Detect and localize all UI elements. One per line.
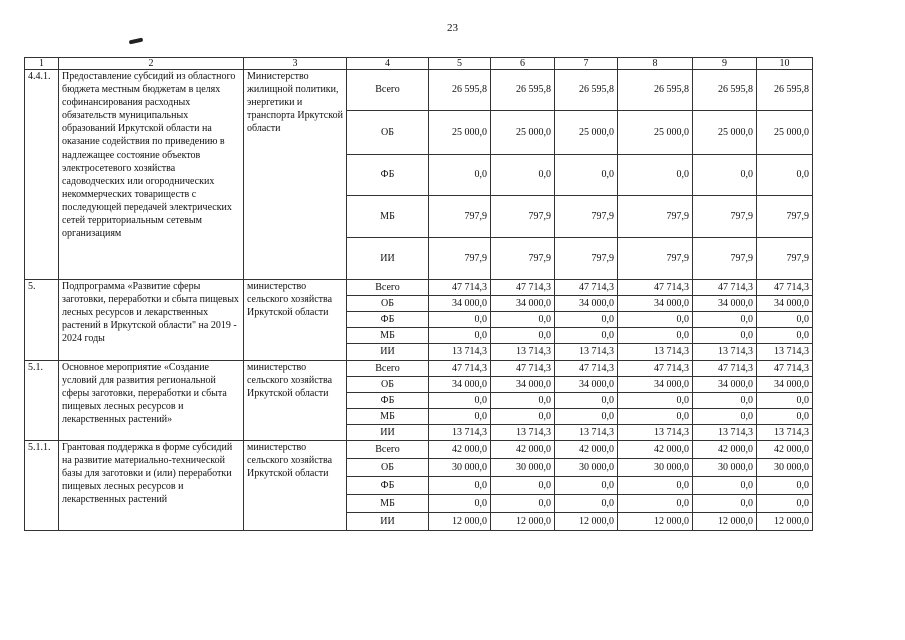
amount-cell: 30 000,0 <box>618 459 693 477</box>
column-number-cell: 9 <box>693 58 757 70</box>
row-number-cell: 4.4.1. <box>25 70 59 280</box>
amount-cell: 25 000,0 <box>429 111 491 155</box>
funding-source-cell: ИИ <box>347 513 429 531</box>
amount-cell: 0,0 <box>491 495 555 513</box>
description-cell: Подпрограмма «Развитие сферы заготовки, переработки и сбыта пищевых лесных ресурсов и лекарственных растений в Иркутской области" на 2019 - 2024 годы <box>59 280 244 361</box>
amount-cell: 34 000,0 <box>491 296 555 312</box>
amount-cell: 13 714,3 <box>757 344 813 361</box>
amount-cell: 26 595,8 <box>429 70 491 111</box>
amount-cell: 47 714,3 <box>693 361 757 377</box>
row-number-cell: 5. <box>25 280 59 361</box>
amount-cell: 34 000,0 <box>618 377 693 393</box>
column-number-cell: 8 <box>618 58 693 70</box>
amount-cell: 0,0 <box>555 495 618 513</box>
amount-cell: 797,9 <box>693 238 757 280</box>
column-number-cell: 6 <box>491 58 555 70</box>
amount-cell: 47 714,3 <box>429 361 491 377</box>
funding-source-cell: ФБ <box>347 312 429 328</box>
row-number-cell: 5.1.1. <box>25 441 59 531</box>
amount-cell: 0,0 <box>555 409 618 425</box>
amount-cell: 25 000,0 <box>491 111 555 155</box>
amount-cell: 797,9 <box>757 238 813 280</box>
amount-cell: 0,0 <box>491 409 555 425</box>
amount-cell: 42 000,0 <box>618 441 693 459</box>
column-number-cell: 2 <box>59 58 244 70</box>
column-number-cell: 1 <box>25 58 59 70</box>
amount-cell: 797,9 <box>429 196 491 238</box>
row-number-cell: 5.1. <box>25 361 59 441</box>
amount-cell: 47 714,3 <box>555 280 618 296</box>
amount-cell: 25 000,0 <box>555 111 618 155</box>
amount-cell: 797,9 <box>429 238 491 280</box>
funding-source-cell: ОБ <box>347 296 429 312</box>
amount-cell: 26 595,8 <box>618 70 693 111</box>
amount-cell: 34 000,0 <box>429 296 491 312</box>
amount-cell: 0,0 <box>693 328 757 344</box>
amount-cell: 0,0 <box>618 328 693 344</box>
funding-source-cell: ОБ <box>347 459 429 477</box>
funding-source-cell: МБ <box>347 409 429 425</box>
funding-source-cell: МБ <box>347 328 429 344</box>
amount-cell: 13 714,3 <box>491 344 555 361</box>
amount-cell: 25 000,0 <box>693 111 757 155</box>
amount-cell: 47 714,3 <box>555 361 618 377</box>
funding-source-cell: МБ <box>347 495 429 513</box>
amount-cell: 0,0 <box>618 312 693 328</box>
amount-cell: 0,0 <box>491 393 555 409</box>
amount-cell: 34 000,0 <box>757 296 813 312</box>
amount-cell: 34 000,0 <box>491 377 555 393</box>
amount-cell: 42 000,0 <box>693 441 757 459</box>
responsible-cell: министерство сельского хозяйства Иркутской области <box>244 280 347 361</box>
amount-cell: 0,0 <box>757 328 813 344</box>
amount-cell: 12 000,0 <box>693 513 757 531</box>
amount-cell: 0,0 <box>555 312 618 328</box>
amount-cell: 34 000,0 <box>693 296 757 312</box>
amount-cell: 0,0 <box>429 409 491 425</box>
amount-cell: 797,9 <box>693 196 757 238</box>
amount-cell: 42 000,0 <box>555 441 618 459</box>
amount-cell: 34 000,0 <box>618 296 693 312</box>
amount-cell: 12 000,0 <box>618 513 693 531</box>
funding-source-cell: Всего <box>347 441 429 459</box>
amount-cell: 30 000,0 <box>491 459 555 477</box>
amount-cell: 34 000,0 <box>429 377 491 393</box>
amount-cell: 0,0 <box>618 477 693 495</box>
funding-source-cell: ИИ <box>347 425 429 441</box>
column-number-cell: 3 <box>244 58 347 70</box>
amount-cell: 47 714,3 <box>429 280 491 296</box>
amount-cell: 797,9 <box>618 238 693 280</box>
funding-source-cell: ФБ <box>347 393 429 409</box>
funding-source-cell: МБ <box>347 196 429 238</box>
amount-cell: 797,9 <box>491 196 555 238</box>
amount-cell: 0,0 <box>757 312 813 328</box>
scan-artifact-mark <box>129 38 144 45</box>
amount-cell: 0,0 <box>491 328 555 344</box>
funding-source-cell: ОБ <box>347 377 429 393</box>
amount-cell: 30 000,0 <box>757 459 813 477</box>
budget-table <box>24 57 813 531</box>
amount-cell: 797,9 <box>757 196 813 238</box>
column-number-row <box>25 58 813 70</box>
amount-cell: 13 714,3 <box>693 344 757 361</box>
amount-cell: 47 714,3 <box>491 280 555 296</box>
funding-source-cell: ФБ <box>347 155 429 196</box>
amount-cell: 42 000,0 <box>491 441 555 459</box>
amount-cell: 12 000,0 <box>491 513 555 531</box>
column-number-cell: 5 <box>429 58 491 70</box>
amount-cell: 0,0 <box>693 409 757 425</box>
amount-cell: 47 714,3 <box>693 280 757 296</box>
amount-cell: 0,0 <box>757 393 813 409</box>
description-cell: Грантовая поддержка в форме субсидий на развитие материально-технической базы для заготовки и (или) переработки пищевых лесных ресурсов и лекарственных растений <box>59 441 244 531</box>
amount-cell: 0,0 <box>491 155 555 196</box>
amount-cell: 0,0 <box>757 409 813 425</box>
amount-cell: 34 000,0 <box>555 377 618 393</box>
amount-cell: 30 000,0 <box>693 459 757 477</box>
amount-cell: 0,0 <box>757 155 813 196</box>
amount-cell: 13 714,3 <box>618 425 693 441</box>
amount-cell: 0,0 <box>429 495 491 513</box>
amount-cell: 47 714,3 <box>618 361 693 377</box>
amount-cell: 13 714,3 <box>555 425 618 441</box>
funding-source-cell: Всего <box>347 280 429 296</box>
amount-cell: 0,0 <box>693 155 757 196</box>
amount-cell: 0,0 <box>555 477 618 495</box>
column-number-cell: 7 <box>555 58 618 70</box>
amount-cell: 0,0 <box>429 328 491 344</box>
amount-cell: 0,0 <box>429 155 491 196</box>
amount-cell: 47 714,3 <box>757 361 813 377</box>
amount-cell: 0,0 <box>555 393 618 409</box>
amount-cell: 0,0 <box>618 495 693 513</box>
amount-cell: 0,0 <box>618 409 693 425</box>
amount-cell: 797,9 <box>555 238 618 280</box>
amount-cell: 30 000,0 <box>429 459 491 477</box>
amount-cell: 12 000,0 <box>555 513 618 531</box>
amount-cell: 0,0 <box>693 495 757 513</box>
amount-cell: 0,0 <box>491 312 555 328</box>
amount-cell: 47 714,3 <box>618 280 693 296</box>
amount-cell: 797,9 <box>555 196 618 238</box>
page-number: 23 <box>447 22 458 34</box>
amount-cell: 34 000,0 <box>757 377 813 393</box>
amount-cell: 47 714,3 <box>491 361 555 377</box>
amount-cell: 25 000,0 <box>618 111 693 155</box>
amount-cell: 797,9 <box>618 196 693 238</box>
amount-cell: 26 595,8 <box>555 70 618 111</box>
funding-source-cell: Всего <box>347 70 429 111</box>
responsible-cell: министерство сельского хозяйства Иркутской области <box>244 441 347 531</box>
funding-source-row <box>25 441 813 459</box>
amount-cell: 0,0 <box>429 312 491 328</box>
funding-source-cell: Всего <box>347 361 429 377</box>
funding-source-row <box>25 361 813 377</box>
funding-source-row <box>25 70 813 111</box>
description-cell: Предоставление субсидий из областного бюджета местным бюджетам в целях софинансирования расходных обязательств муниципальных образований Иркутской области на оказание содействия по приведению в надлежащее состояние объектов электросетевого хозяйства садоводческих или огороднических некоммерческих товариществ с последующей передачей электрических сетей территориальным сетевым организациям <box>59 70 244 280</box>
responsible-cell: Министерство жилищной политики, энергетики и транспорта Иркутской области <box>244 70 347 280</box>
amount-cell: 42 000,0 <box>757 441 813 459</box>
column-number-cell: 10 <box>757 58 813 70</box>
amount-cell: 13 714,3 <box>491 425 555 441</box>
amount-cell: 26 595,8 <box>491 70 555 111</box>
amount-cell: 12 000,0 <box>429 513 491 531</box>
funding-source-cell: ИИ <box>347 238 429 280</box>
amount-cell: 13 714,3 <box>757 425 813 441</box>
amount-cell: 13 714,3 <box>618 344 693 361</box>
amount-cell: 0,0 <box>693 477 757 495</box>
funding-source-row <box>25 280 813 296</box>
amount-cell: 0,0 <box>555 155 618 196</box>
amount-cell: 0,0 <box>618 155 693 196</box>
description-cell: Основное мероприятие «Создание условий для развития региональной сферы заготовки, переработки и сбыта пищевых лесных ресурсов и лекарственных растений» <box>59 361 244 441</box>
amount-cell: 0,0 <box>555 328 618 344</box>
funding-source-cell: ФБ <box>347 477 429 495</box>
amount-cell: 47 714,3 <box>757 280 813 296</box>
funding-source-cell: ИИ <box>347 344 429 361</box>
amount-cell: 797,9 <box>491 238 555 280</box>
amount-cell: 30 000,0 <box>555 459 618 477</box>
amount-cell: 0,0 <box>491 477 555 495</box>
amount-cell: 0,0 <box>693 312 757 328</box>
amount-cell: 34 000,0 <box>693 377 757 393</box>
amount-cell: 0,0 <box>429 393 491 409</box>
funding-source-cell: ОБ <box>347 111 429 155</box>
amount-cell: 12 000,0 <box>757 513 813 531</box>
amount-cell: 26 595,8 <box>757 70 813 111</box>
amount-cell: 13 714,3 <box>693 425 757 441</box>
responsible-cell: министерство сельского хозяйства Иркутской области <box>244 361 347 441</box>
amount-cell: 0,0 <box>429 477 491 495</box>
amount-cell: 13 714,3 <box>429 425 491 441</box>
amount-cell: 25 000,0 <box>757 111 813 155</box>
amount-cell: 13 714,3 <box>429 344 491 361</box>
amount-cell: 26 595,8 <box>693 70 757 111</box>
amount-cell: 0,0 <box>757 495 813 513</box>
column-number-cell: 4 <box>347 58 429 70</box>
amount-cell: 34 000,0 <box>555 296 618 312</box>
amount-cell: 0,0 <box>757 477 813 495</box>
amount-cell: 0,0 <box>618 393 693 409</box>
amount-cell: 42 000,0 <box>429 441 491 459</box>
amount-cell: 13 714,3 <box>555 344 618 361</box>
amount-cell: 0,0 <box>693 393 757 409</box>
